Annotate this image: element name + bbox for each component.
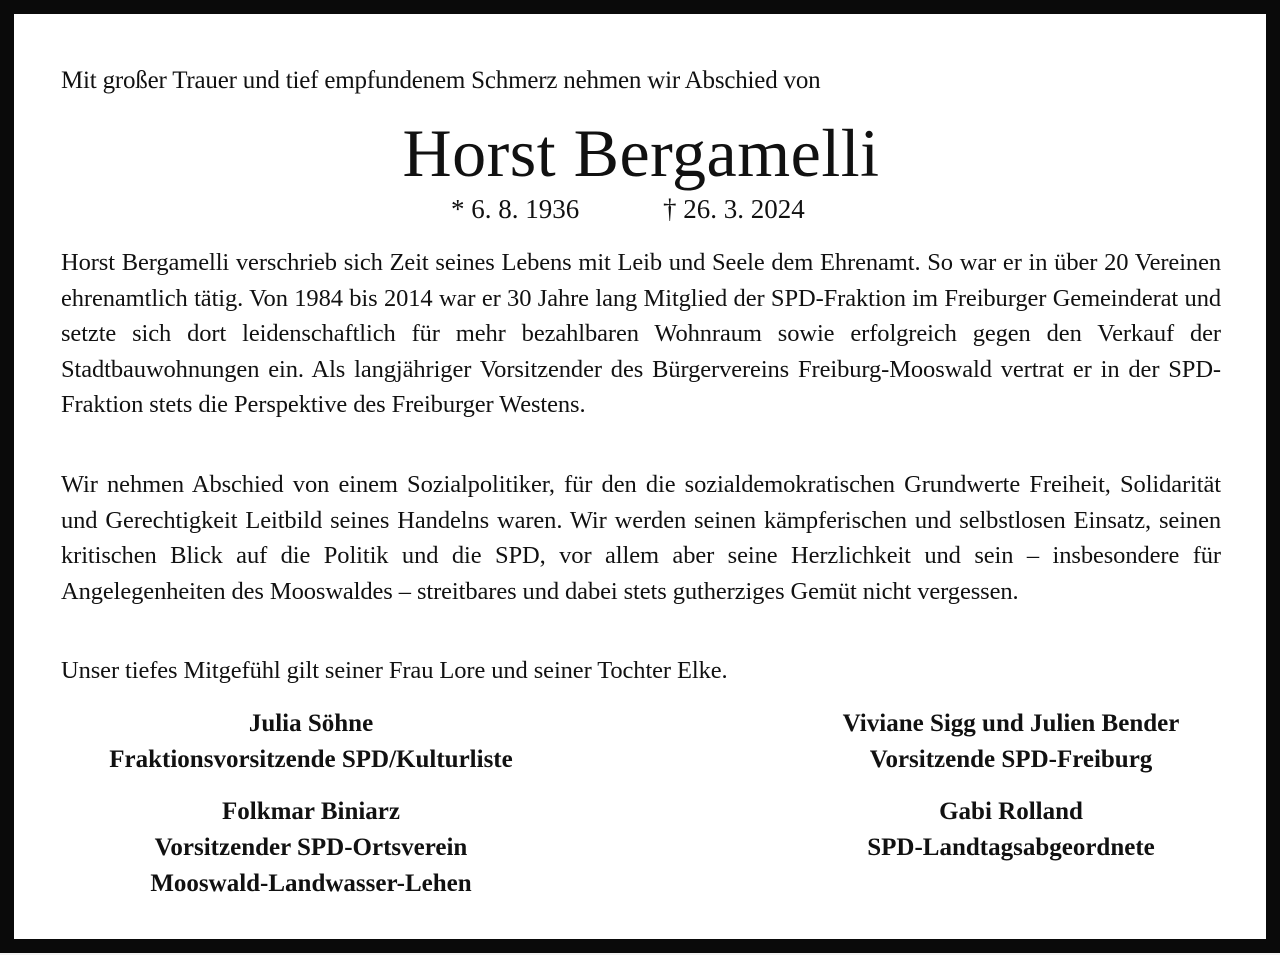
- signatory-role: Vorsitzende SPD-Freiburg: [869, 746, 1153, 773]
- signatory-name: Julia Söhne: [248, 710, 374, 737]
- signatory-role: Vorsitzender SPD-Ortsverein: [154, 834, 468, 861]
- death-date: † 26. 3. 2024: [663, 194, 805, 224]
- tribute-paragraph: Wir nehmen Abschied von einem Sozialpolitiker, für den die sozialdemokratischen Grundwerte Freiheit, Solidarität und Gerechtigkeit Leitbild seines Handelns waren. Wir werden seinen kämpferischen und selbstlosen Einsatz, seinen kritischen Blick auf die Politik und die SPD, vor allem aber seine Herzlichkeit und sein – insbesondere für Angelegenheiten des Mooswaldes – streitbares und dabei stets gutherziges Gemüt nicht vergessen.: [61, 471, 1221, 605]
- signatory-role: SPD-Landtagsabgeordnete: [867, 834, 1155, 861]
- condolence-paragraph: Unser tiefes Mitgefühl gilt seiner Frau Lore und seiner Tochter Elke.: [61, 657, 728, 684]
- signatory-role-line-2: Mooswald-Landwasser-Lehen: [150, 870, 472, 897]
- signatory-role: Fraktionsvorsitzende SPD/Kulturliste: [109, 746, 513, 773]
- signatory-block: [61, 794, 561, 902]
- birth-date: * 6. 8. 1936: [451, 194, 580, 224]
- deceased-name: Horst Bergamelli: [402, 115, 880, 191]
- signatory-name: Gabi Rolland: [939, 798, 1083, 825]
- signatory-name: Folkmar Biniarz: [221, 798, 400, 825]
- signatory-block: [801, 794, 1221, 866]
- signatory-name: Viviane Sigg und Julien Bender: [842, 710, 1180, 737]
- signatory-block: [801, 706, 1221, 778]
- biography-paragraph: Horst Bergamelli verschrieb sich Zeit seines Lebens mit Leib und Seele dem Ehrenamt. So war er in über 20 Vereinen ehrenamtlich tätig. Von 1984 bis 2014 war er 30 Jahre lang Mitglied der SPD-Fraktion im Freiburger Gemeinderat und setzte sich dort leidenschaftlich für mehr bezahlbaren Wohnraum sowie erfolgreich gegen den Verkauf der Stadtbauwohnungen ein. Als langjähriger Vorsitzender des Bürgervereins Freiburg-Mooswald vertrat er in der SPD-Fraktion stets die Perspektive des Freiburger Westens.: [61, 249, 1221, 418]
- signatory-block: [61, 706, 561, 778]
- intro-line: Mit großer Trauer und tief empfundenem Schmerz nehmen wir Abschied von: [61, 67, 821, 94]
- obituary-notice: [14, 14, 1266, 939]
